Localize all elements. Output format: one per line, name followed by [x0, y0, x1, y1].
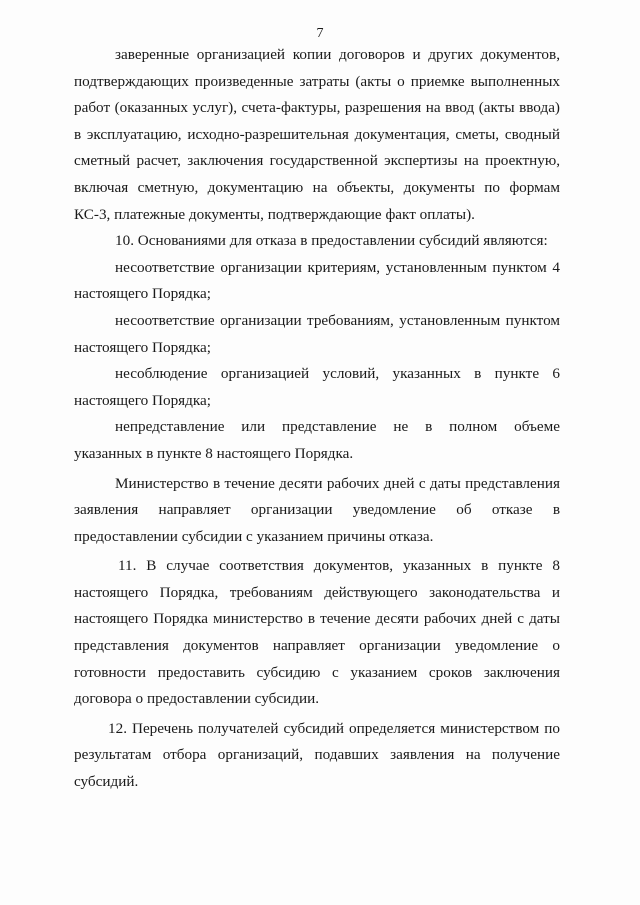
page-number: 7: [316, 26, 324, 41]
text-line: субсидий.: [74, 773, 139, 791]
text-line: указанных в пункте 8 настоящего Порядка.: [74, 444, 354, 462]
text-line: настоящего Порядка, требованиям действующего законодательства и: [74, 583, 560, 601]
text-line: заверенные организацией копии договоров и других документов,: [115, 46, 560, 63]
text-line: непредставление или представление не в полном объеме: [115, 418, 560, 436]
text-line: 11. В случае соответствия документов, указанных в пункте 8: [118, 557, 560, 575]
text-line: готовности предоставить субсидию с указанием сроков заключения: [74, 663, 560, 681]
text-line: несоответствие организации критериям, установленным пунктом 4: [115, 258, 560, 276]
text-line: результатам отбора организаций, подавших заявления на получение: [74, 746, 560, 764]
text-line: настоящего Порядка министерство в течение десяти рабочих дней с даты: [74, 610, 560, 628]
text-line: настоящего Порядка;: [74, 391, 211, 409]
text-line: 10. Основаниями для отказа в предоставлении субсидий являются:: [115, 232, 548, 250]
text-line: представления документов направляет организации уведомление о: [74, 637, 560, 655]
text-line: подтверждающих произведенные затраты (акты о приемке выполненных: [74, 72, 560, 90]
text-line: предоставлении субсидии с указанием причины отказа.: [74, 527, 434, 545]
text-line: настоящего Порядка;: [74, 285, 211, 303]
text-line: сметный расчет, заключения государственной экспертизы на проектную,: [74, 152, 560, 170]
text-line: работ (оказанных услуг), счета-фактуры, разрешения на ввод (акты ввода): [74, 99, 560, 117]
document-body: [74, 42, 560, 796]
text-line: Министерство в течение десяти рабочих дней с даты представления: [115, 474, 560, 492]
text-line: несоблюдение организацией условий, указанных в пункте 6: [115, 365, 560, 383]
text-line: договора о предоставлении субсидии.: [74, 690, 319, 708]
text-line: заявления направляет организации уведомление об отказе в: [74, 501, 560, 519]
text-line: в эксплуатацию, исходно-разрешительная документация, сметы, сводный: [74, 125, 560, 143]
text-line: 12. Перечень получателей субсидий определяется министерством по: [108, 719, 560, 737]
text-line: несоответствие организации требованиям, установленным пунктом: [115, 311, 560, 329]
text-line: КС-3, платежные документы, подтверждающие факт оплаты).: [74, 205, 475, 223]
text-line: настоящего Порядка;: [74, 338, 211, 356]
text-line: включая сметную, документацию на объекты, документы по формам: [74, 178, 560, 196]
